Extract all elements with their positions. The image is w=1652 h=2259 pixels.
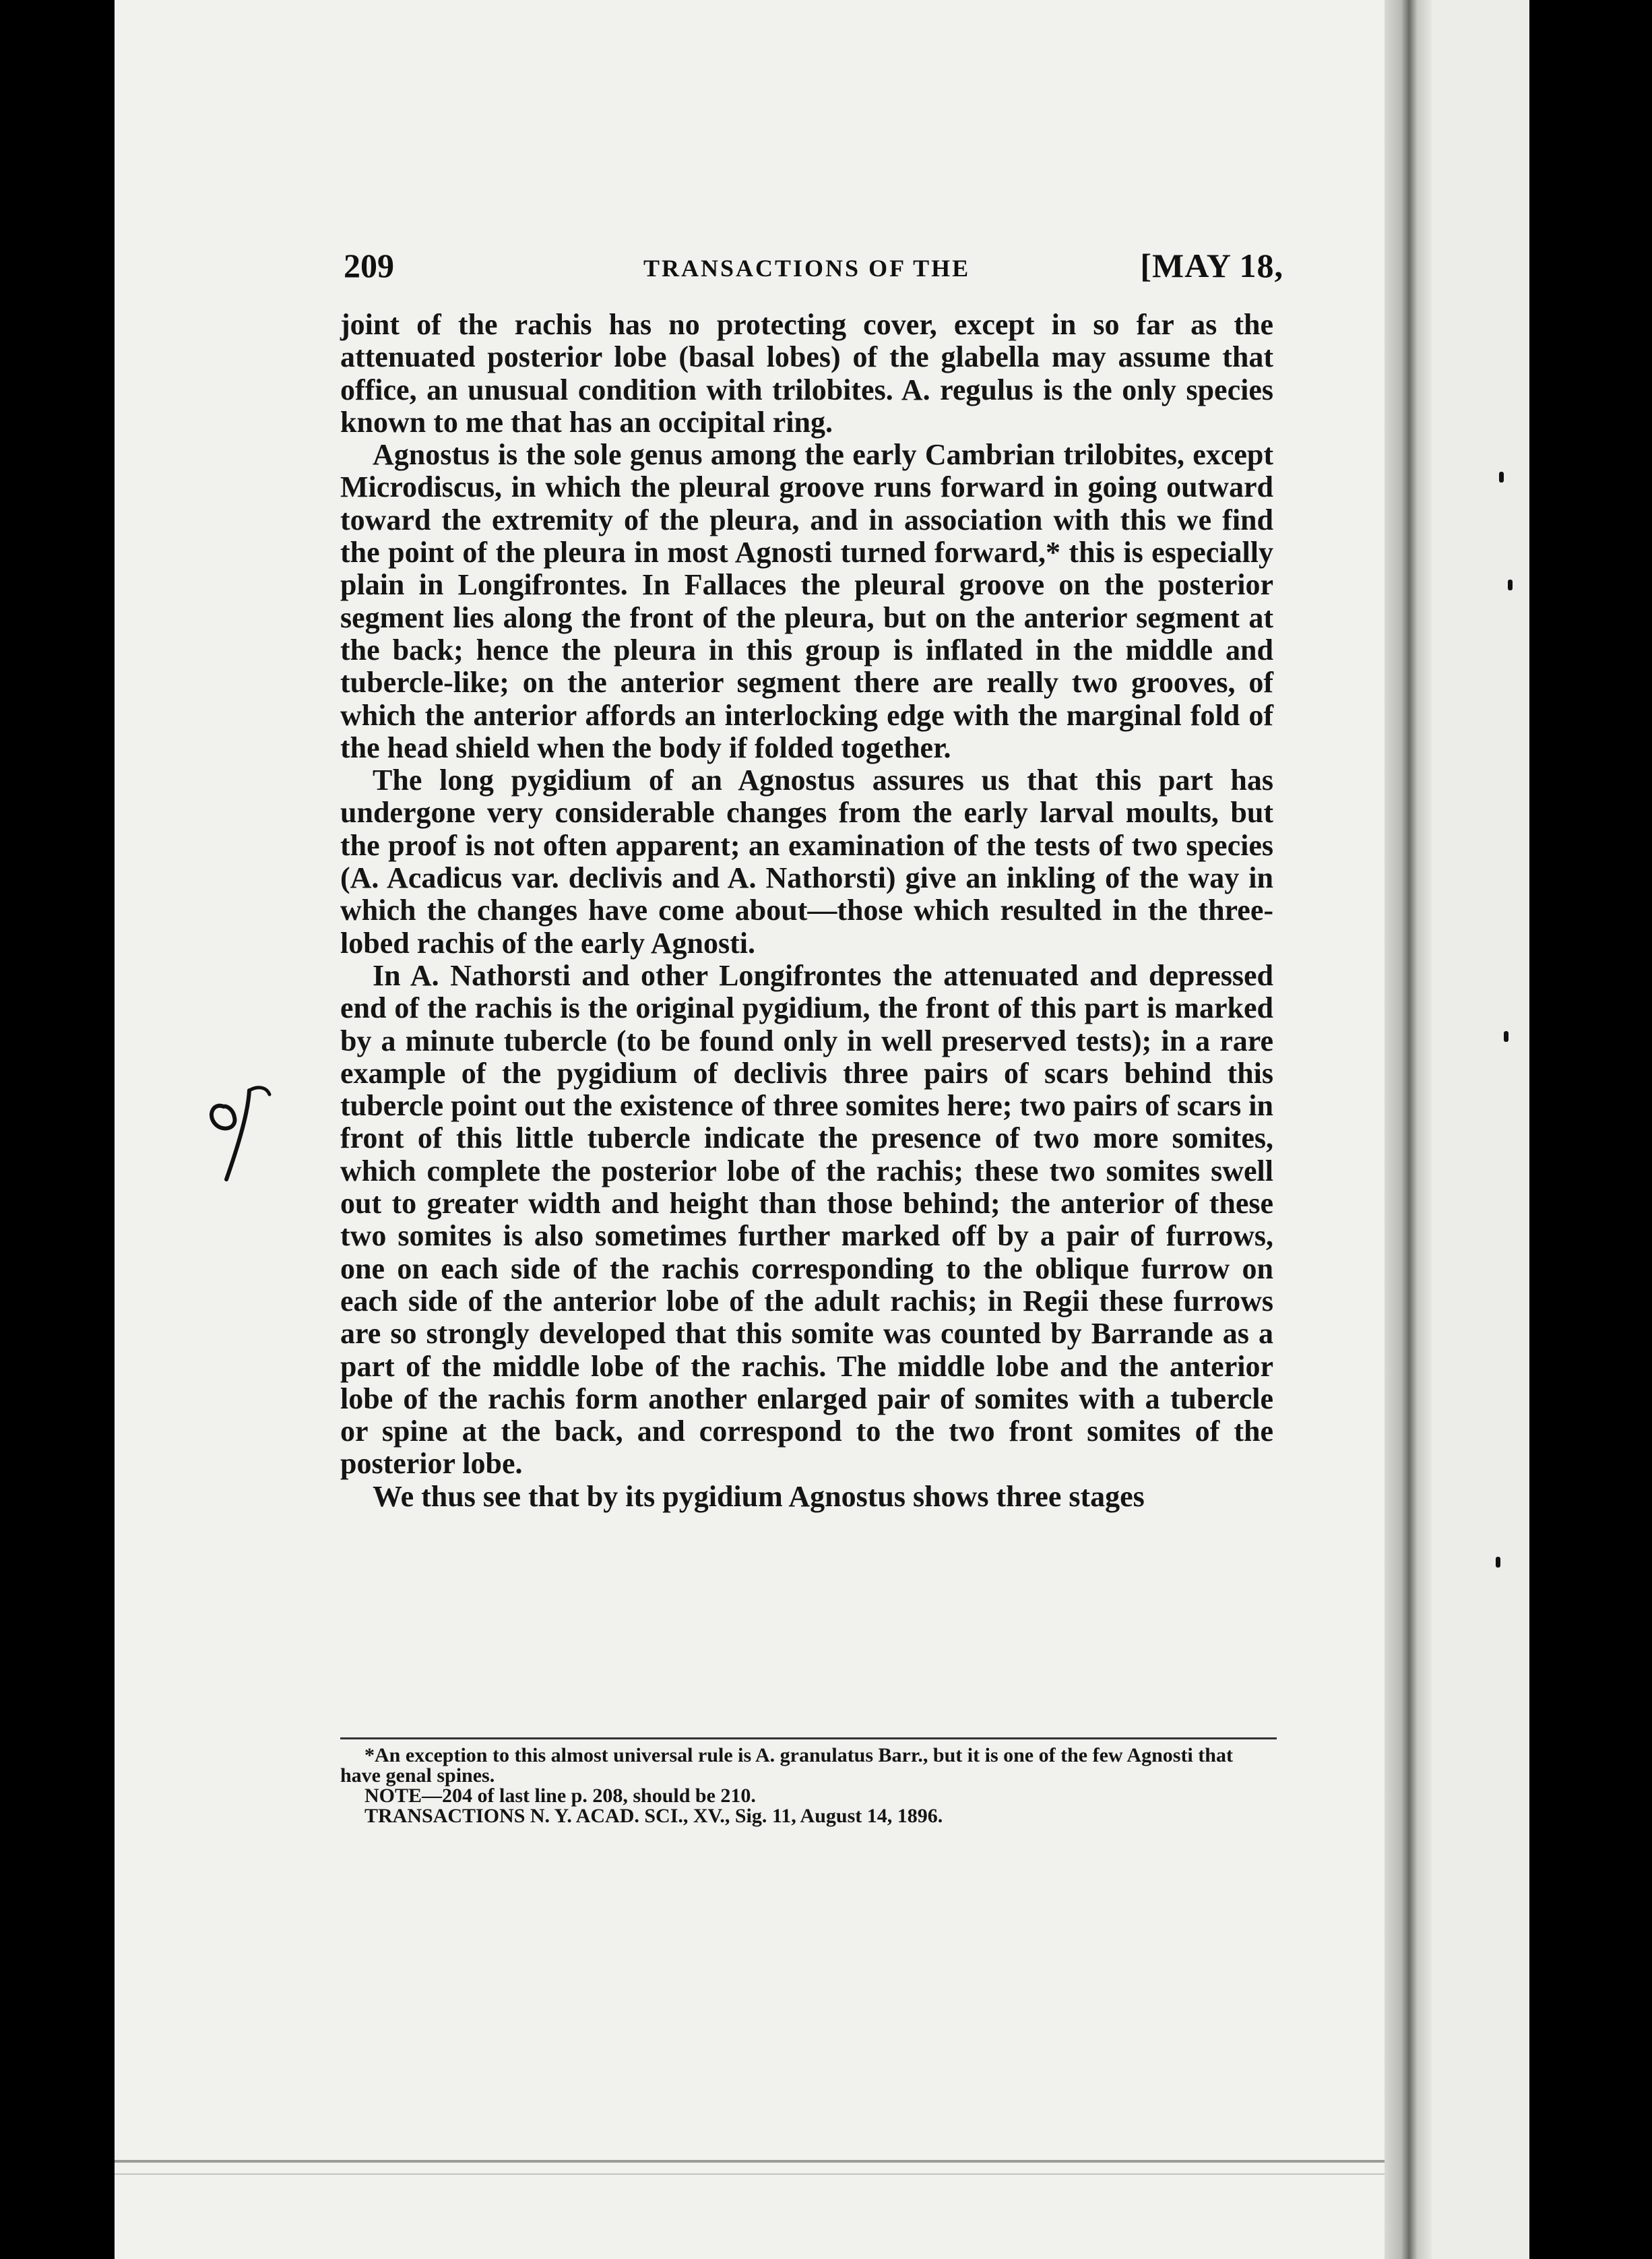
footnotes: [340, 1745, 1277, 1826]
book-gutter: [1385, 0, 1432, 2259]
paragraph-3: The long pygidium of an Agnostus assures us that this part has undergone very considerable changes from the early larval moults, but the proof is not often apparent; an examination of the tests of two species (A. Acadicus var. declivis and A. Nathorsti) give an inkling of the way in which the changes have come about—those which resulted in the three-lobed rachis of the early Agnosti.: [340, 764, 1273, 960]
running-header: [344, 246, 1283, 286]
footnote-asterisk: *An exception to this almost universal rule is A. granulatus Barr., but it is one of the few Agnosti that have genal spines.: [340, 1744, 1233, 1787]
paragraph-5: We thus see that by its pygidium Agnostus shows three stages: [373, 1479, 1145, 1513]
scan-speck: [1496, 1557, 1500, 1568]
page-bottom-edge-inner: [115, 2173, 1509, 2175]
scan-speck: [1504, 1031, 1508, 1042]
footnote-correction: NOTE—204 of last line p. 208, should be 210.: [364, 1785, 756, 1807]
running-date: [MAY 18,: [1140, 247, 1283, 284]
scan-speck: [1508, 580, 1513, 590]
body-text: [340, 309, 1273, 1513]
paragraph-2: Agnostus is the sole genus among the early Cambrian trilobites, except Microdiscus, in which the pleural groove runs forward in going outward toward the extremity of the pleura, and in association with this we find the point of the pleura in most Agnosti turned forward,* this is especially plain in Longifrontes. In Fallaces the pleural groove on the posterior segment lies along the front of the pleura, but on the anterior segment at the back; hence the pleura in this group is inflated in the middle and tubercle-like; on the anterior segment there are really two grooves, of which the anterior affords an interlocking edge with the marginal fold of the head shield when the body if folded together.: [340, 438, 1273, 764]
footnote-rule: [340, 1737, 1277, 1739]
paragraph-1: joint of the rachis has no protecting cover, except in so far as the attenuated posterior lobe (basal lobes) of the glabella may assume that office, an unusual condition with trilobites. A. regulus is the only species known to me that has an occipital ring.: [340, 308, 1273, 439]
running-head: TRANSACTIONS OF THE: [643, 255, 971, 282]
paragraph-4: In A. Nathorsti and other Longifrontes the attenuated and depressed end of the rachis is the original pygidium, the front of this part is marked by a minute tubercle (to be found only in well preserved tests); in a rare example of the pygidium of declivis three pairs of scars behind this tubercle point out the existence of three somites here; two pairs of scars in front of this little tubercle indicate the presence of two more somites, which complete the posterior lobe of the rachis; these two somites swell out to greater width and height than those behind; the anterior of these two somites is also sometimes further marked off by a pair of furrows, one on each side of the rachis corresponding to the oblique furrow on each side of the anterior lobe of the adult rachis; in Regii these furrows are so strongly developed that this somite was counted by Barrande as a part of the middle lobe of the rachis. The middle lobe and the anterior lobe of the rachis form another enlarged pair of somites with a tubercle or spine at the back, and correspond to the two front somites of the posterior lobe.: [340, 958, 1273, 1481]
page-bottom-edge: [115, 2160, 1509, 2163]
page-number: 209: [344, 247, 394, 284]
handwritten-margin-mark: [202, 1078, 283, 1186]
scan-speck: [1499, 472, 1504, 483]
facing-page-edge: [1432, 0, 1529, 2259]
signature-line: TRANSACTIONS N. Y. ACAD. SCI., XV., Sig. 11, August 14, 1896.: [364, 1805, 943, 1827]
